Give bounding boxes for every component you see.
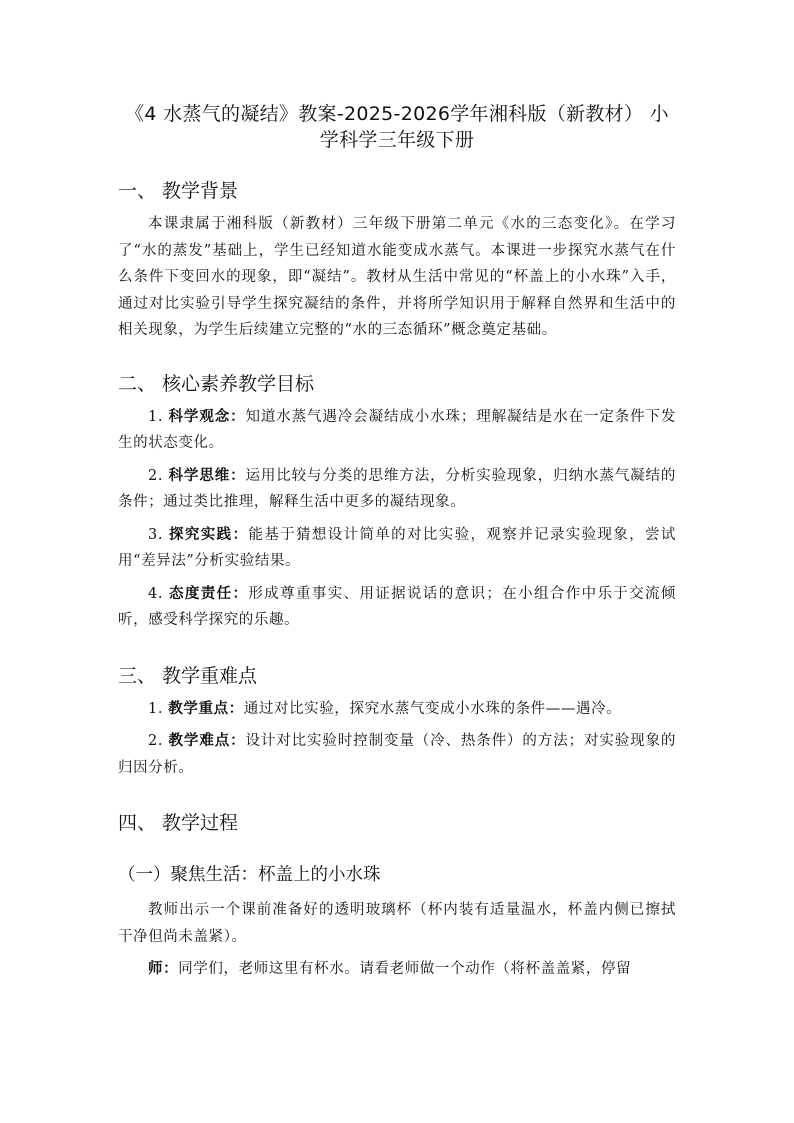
item-text: 设计对比实验时控制变量（冷、热条件）的方法；对实验现象的归因分析。 [118,733,676,776]
section-number: 三、 [118,664,157,687]
item-text: 能基于猜想设计简单的对比实验，观察并记录实验现象，尝试用“差异法”分析实验结果。 [118,526,677,569]
list-item [118,696,676,723]
section-heading-text: 教学重难点 [162,664,258,687]
subsection-heading: （一）聚焦生活：杯盖上的小水珠 [118,865,381,885]
item-label: 态度责任： [169,585,249,602]
item-label: 探究实践： [169,526,249,543]
list-item [118,581,676,634]
section-key-points [118,664,676,782]
section-heading-text: 核心素养教学目标 [162,372,315,395]
item-text: 知道水蒸气遇冷会凝结成小水珠；理解凝结是水在一定条件下发生的状态变化。 [118,408,676,451]
item-label: 教学重点： [168,700,244,717]
list-item [118,404,676,457]
section-heading [118,179,676,203]
item-text: 形成尊重事实、用证据说话的意识；在小组合作中乐于交流倾听，感受科学探究的乐趣。 [118,585,677,628]
item-number: 3. [148,526,164,543]
section-process [118,811,676,835]
item-label: 科学观念： [168,408,246,425]
list-item [118,463,676,516]
list-item [118,522,676,575]
item-text: 通过对比实验，探究水蒸气变成小水珠的条件——遇冷。 [243,700,622,717]
item-text: 运用比较与分类的思维方法，分析实验现象，归纳水蒸气凝结的条件；通过类比推理，解释生活中更多的凝结现象。 [118,467,676,510]
subsection-paragraph: 教师出示一个课前准备好的透明玻璃杯（杯内装有适量温水，杯盖内侧已擦拭干净但尚未盖紧）。 [118,902,676,945]
item-label: 科学思维： [168,467,246,484]
list-item [118,728,676,781]
section-heading [118,811,676,835]
speaker-label: 师： [148,961,179,977]
section-paragraph: 本课隶属于湘科版（新教材）三年级下册第二单元《水的三态变化》。在学习了“水的蒸发”基础上，学生已经知道水能变成水蒸气。本课进一步探究水蒸气在什么条件下变回水的现象，即“凝结”。教材从生活中常见的“杯盖上的小水珠”入手，通过对比实验引导学生探究凝结的条件，并将所学知识用于解释自然界和生活中的相关现象，为学生后续建立完整的“水的三态循环”概念奠定基础。 [118,216,676,338]
subsection [118,863,676,983]
section-heading-text: 教学过程 [162,812,239,834]
item-label: 教学难点： [168,733,246,749]
section-number: 二、 [118,372,157,395]
section-heading-text: 教学背景 [162,180,239,202]
document-title: 《4 水蒸气的凝结》教案-2025-2026学年湘科版（新教材） 小学科学三年级下册 [125,103,669,151]
section-heading [118,664,676,688]
dialogue-text: 同学们，老师这里有杯水。请看老师做一个动作（将杯盖盖紧，停留 [178,961,632,977]
document-page [118,0,676,983]
teacher-dialogue [118,956,676,983]
section-goals [118,372,676,634]
item-number: 2. [148,733,164,749]
section-number: 四、 [118,812,157,834]
section-heading [118,372,676,396]
item-number: 1. [148,408,164,425]
item-number: 1. [148,700,164,717]
section-number: 一、 [118,180,157,202]
item-number: 4. [148,585,164,602]
section-background [118,179,676,344]
item-number: 2. [148,467,164,484]
